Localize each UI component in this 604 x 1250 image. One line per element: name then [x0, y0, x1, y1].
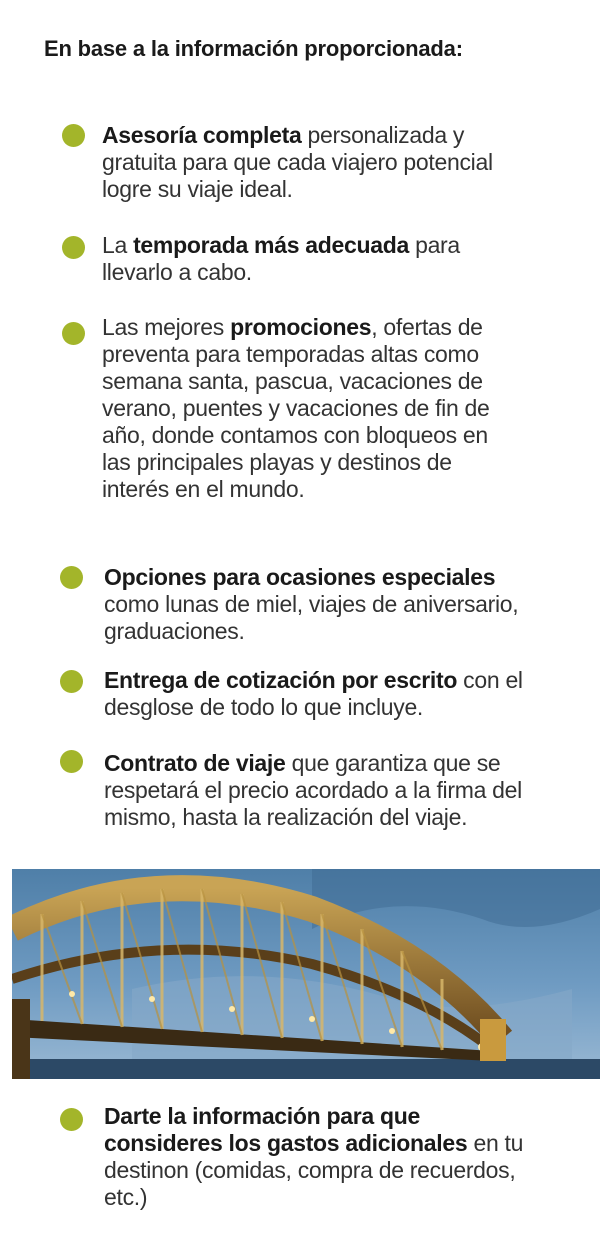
- bullet-icon: [62, 124, 85, 147]
- item-bold: Opciones para ocasiones especiales: [104, 564, 496, 590]
- bullet-icon: [62, 236, 85, 259]
- item-text: con el desglose de todo lo que incluye.: [104, 667, 523, 720]
- item-prefix: La: [102, 232, 134, 258]
- bridge-illustration: [12, 869, 600, 1079]
- item-text: que garantiza que se respetará el precio acordado a la firma del mismo, hasta la realización del viaje.: [104, 750, 522, 830]
- bullet-icon: [60, 750, 83, 773]
- bridge-photo: [12, 869, 600, 1079]
- bullet-icon: [60, 566, 83, 589]
- bullet-icon: [60, 670, 83, 693]
- item-bold: temporada más adecuada: [133, 232, 409, 258]
- page-heading: En base a la información proporcionada:: [44, 36, 463, 61]
- item-prefix: Las mejores: [102, 314, 231, 340]
- item-bold: Asesoría completa: [102, 122, 302, 148]
- item-text: como lunas de miel, viajes de aniversario, graduaciones.: [104, 591, 519, 644]
- bullet-icon: [60, 1108, 83, 1131]
- item-bold: Contrato de viaje: [104, 750, 286, 776]
- item-text: , ofertas de preventa para temporadas altas como semana santa, pascua, vacaciones de verano, puentes y vacaciones de fin de año, donde contamos con bloqueos en las principales playas y destinos de interés en el mundo.: [102, 314, 490, 502]
- item-text: personalizada y gratuita para que cada viajero potencial logre su viaje ideal.: [102, 122, 493, 202]
- item-bold: Darte la información para que consideres los gastos adicionales: [104, 1103, 468, 1156]
- item-bold: promociones: [230, 314, 372, 340]
- item-text: para llevarlo a cabo.: [102, 232, 460, 285]
- item-text: en tu destinon (comidas, compra de recuerdos, etc.): [104, 1130, 524, 1210]
- item-bold: Entrega de cotización por escrito: [104, 667, 458, 693]
- bullet-icon: [62, 322, 85, 345]
